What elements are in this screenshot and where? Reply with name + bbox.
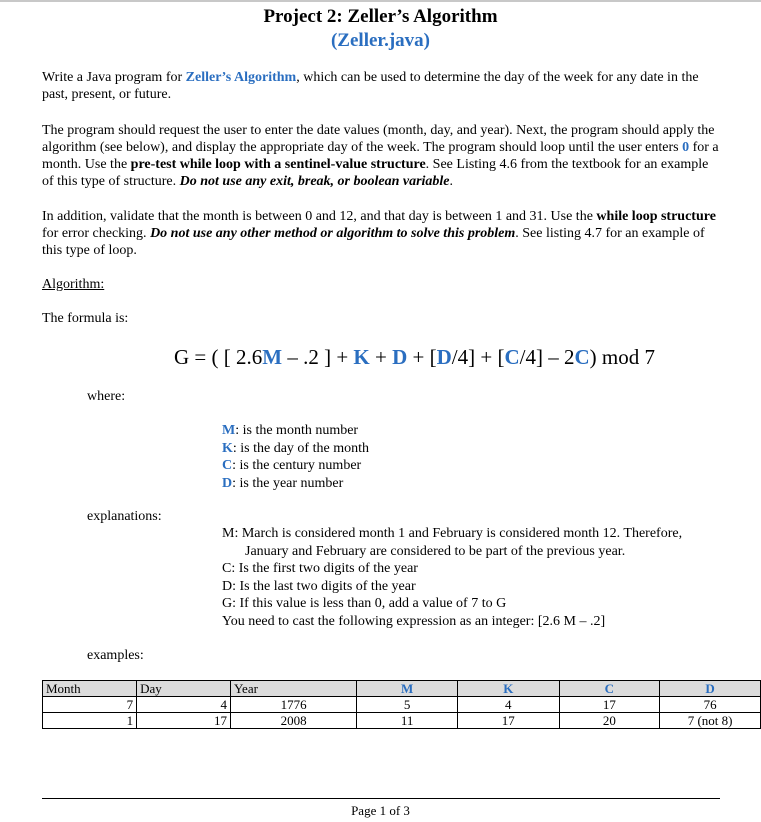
header-day: Day	[137, 681, 231, 697]
var-key: K	[222, 440, 233, 456]
cell-day: 17	[137, 713, 231, 729]
explanation-line: C: Is the first two digits of the year	[222, 561, 418, 576]
p3-bold-italic: Do not use any other method or algorithm to solve this problem	[150, 226, 516, 241]
header-d: D	[660, 681, 761, 697]
page-number: Page 1 of 3	[351, 803, 410, 818]
intro-paragraph-1	[42, 69, 722, 103]
p1-text-b: , which can be used to determine the day of the week for any date in the past, present, or future.	[42, 70, 699, 102]
page-title: Project 2: Zeller’s Algorithm	[263, 6, 498, 27]
zeller-formula	[174, 345, 655, 370]
explanation-line: January and February are considered to be part of the previous year.	[245, 543, 626, 559]
p2-bold: pre-test while loop with a sentinel-value structure	[130, 157, 426, 172]
cell-year: 2008	[230, 713, 356, 729]
p2-text-b: for a month. Use the	[42, 140, 719, 172]
cell-m: 5	[357, 697, 458, 713]
var-desc: : is the year number	[232, 475, 344, 491]
intro-paragraph-2	[42, 122, 722, 190]
explanation-list	[222, 525, 722, 630]
formula-var-c: C	[504, 345, 520, 369]
cell-m: 11	[357, 713, 458, 729]
intro-paragraph-3	[42, 208, 722, 259]
cell-d: 7 (not 8)	[660, 713, 761, 729]
formula-part: ) mod 7	[589, 345, 655, 369]
footer-divider	[42, 798, 720, 799]
variable-k	[222, 440, 369, 458]
p2-text-a: The program should request the user to enter the date values (month, day, and year). Next, the program should apply the algorithm (see below), and display the appropriate day of the week. The program should loop until the user enters	[42, 123, 715, 155]
formula-var-k: K	[353, 345, 370, 369]
cell-c: 20	[559, 713, 660, 729]
where-label: where:	[87, 389, 126, 404]
cell-d: 76	[660, 697, 761, 713]
cell-day: 4	[137, 697, 231, 713]
p3-text-c: . See listing 4.7 for an example of this type of loop.	[42, 226, 705, 258]
variable-d	[222, 475, 369, 493]
page-subtitle: (Zeller.java)	[330, 30, 431, 51]
cell-k: 4	[457, 697, 559, 713]
header-c: C	[559, 681, 660, 697]
p3-text-a: In addition, validate that the month is between 0 and 12, and that day is between 1 and 31. Use the	[42, 209, 597, 224]
formula-part: – .2 ] +	[282, 345, 354, 369]
table-header-row	[43, 681, 761, 697]
var-key: D	[222, 475, 233, 491]
sentinel-zero: 0	[682, 140, 690, 155]
explanation-line: D: Is the last two digits of the year	[222, 578, 416, 594]
examples-label: examples:	[87, 648, 144, 663]
formula-part: +	[369, 345, 393, 369]
cell-month: 7	[43, 697, 137, 713]
p3-bold: while loop structure	[596, 209, 716, 224]
explanation-line: M: March is considered month 1 and February is considered month 12. Therefore,	[222, 526, 683, 541]
header-year: Year	[230, 681, 356, 697]
header-m: M	[357, 681, 458, 697]
variable-list	[222, 422, 369, 492]
table-row	[43, 697, 761, 713]
cell-month: 1	[43, 713, 137, 729]
header-month: Month	[43, 681, 137, 697]
variable-c	[222, 457, 369, 475]
explanations-label: explanations:	[87, 509, 162, 524]
formula-part: /4] – 2	[519, 345, 575, 369]
examples-table	[42, 680, 761, 729]
p3-text-b: for error checking.	[42, 226, 151, 241]
formula-part: G = ( [ 2.6	[174, 345, 263, 369]
p1-text-a: Write a Java program for	[42, 70, 186, 85]
variable-m	[222, 422, 369, 440]
var-desc: : is the day of the month	[232, 440, 369, 456]
p2-bold-italic: Do not use any exit, break, or boolean variable	[179, 174, 450, 189]
cell-c: 17	[559, 697, 660, 713]
formula-var-c: C	[574, 345, 590, 369]
explanation-line: G: If this value is less than 0, add a value of 7 to G	[222, 596, 507, 611]
formula-part: + [	[407, 345, 437, 369]
algorithm-heading: Algorithm:	[42, 277, 105, 292]
explanation-line: You need to cast the following expression as an integer: [2.6 M – .2]	[222, 613, 606, 629]
cell-k: 17	[457, 713, 559, 729]
var-desc: : is the month number	[235, 423, 359, 438]
formula-var-d: D	[392, 345, 408, 369]
top-border	[0, 0, 761, 2]
formula-var-m: M	[262, 345, 283, 369]
formula-part: /4] + [	[451, 345, 505, 369]
var-key: C	[222, 458, 233, 473]
var-key: M	[222, 423, 236, 438]
var-desc: : is the century number	[232, 458, 362, 473]
header-k: K	[457, 681, 559, 697]
p2-text-c: . See Listing 4.6 from the textbook for an example of this type of structure.	[42, 157, 709, 189]
zeller-highlight: Zeller’s Algorithm	[185, 70, 297, 85]
formula-var-d: D	[436, 345, 452, 369]
cell-year: 1776	[230, 697, 356, 713]
formula-intro: The formula is:	[42, 311, 129, 326]
p2-text-d: .	[449, 174, 454, 189]
table-row	[43, 713, 761, 729]
